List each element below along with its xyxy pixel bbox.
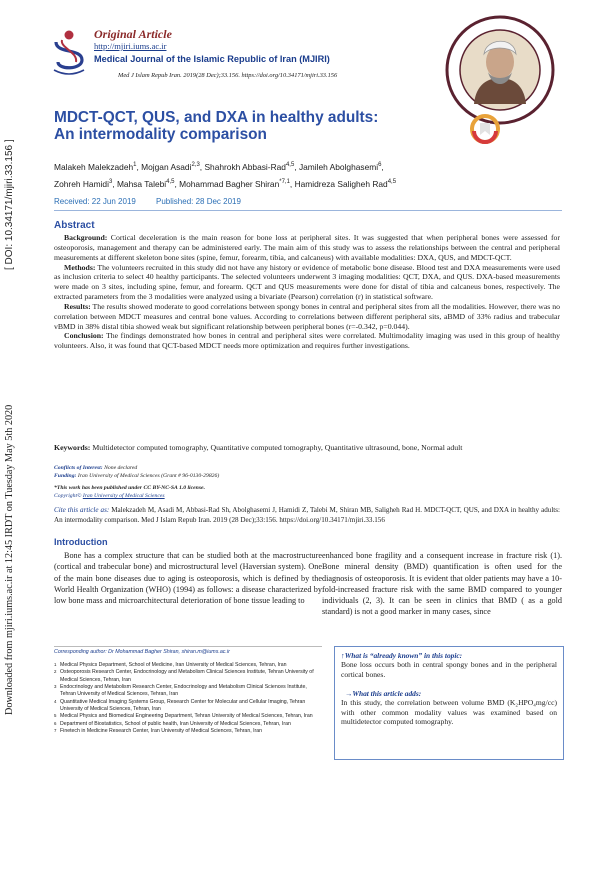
known-label: ↑What is “already known” in this topic:: [341, 651, 463, 660]
affiliation-item: 4 Quantitative Medical Imaging Systems Group, Research Center for Molecular and Cellular Imaging, Tehran University of Medical Sciences, Tehran, Iran: [54, 698, 306, 713]
adds-text: In this study, the correlation between volume BMD (K₂HPO₄mg/cc) with other common modality values was examined based on multidetector computed tomography.: [341, 698, 557, 727]
affiliation-list: [54, 662, 322, 735]
journal-emblem-seal: [444, 14, 556, 126]
abstract-body: [54, 233, 560, 351]
keywords-text: Multidetector computed tomography, Quantitative computed tomography, Quantitative ultrasound, bone, Normal adult: [92, 443, 463, 452]
article-type-label: Original Article: [94, 27, 172, 41]
keywords: [54, 443, 560, 452]
results-text: The results showed moderate to good correlations between spongy bones in central and peripheral sites from all the modalities. However, there was no correlation between MDCT measures and central bone values. According to correlations between different peripheral sits, aBMD of 33% radius and trabecular vBMD in 38% distal tibia showed weak but significant relationship between peripheral bones (r=-0.342, p=0.044).: [54, 301, 560, 331]
conclusion-text: The findings demonstrated how bones in central and peripheral sites were correlated. Multimodality imaging was used in this group of healthy volunteers. Also, it was found that QCT-based MDCT needs more optimization and requires further investigations.: [54, 331, 560, 351]
author-name: Hamidreza Saligheh Rad$^{4,5}$: [294, 178, 397, 189]
abstract-methods: [54, 263, 560, 302]
introduction-heading: Introduction: [54, 537, 108, 547]
author-name: Mojgan Asadi$^{2,3}$: [141, 161, 200, 172]
conflicts-label: Conflicts of Interest:: [54, 465, 103, 471]
funding-line: [54, 473, 219, 479]
header-citation: Med J Islam Repub Iran. 2019(28 Dec);33.156. https://doi.org/10.34171/mjiri.33.156: [118, 72, 338, 79]
key-points-box: [334, 646, 564, 760]
abstract-results: [54, 302, 560, 332]
cite-this-article: [54, 505, 560, 525]
introduction-left-column: Bone has a complex structure that can be studied both at the macrostructure (cortical and trabecular bone) and microstructural level (Haversian system). One of the main bone diseases due to aging is osteoporosis, which is defined by the World Health Organization (WHO) (1994) as follows: a disease characterized by low bone mass and microarchitectural deterioration of bone tissue leading to: [54, 551, 322, 606]
abstract-heading: Abstract: [54, 220, 95, 231]
known-text: Bone loss occurs both in central spongy bones and in the peripheral cortical bones.: [341, 660, 557, 679]
side-download-note: Downloaded from mjiri.iums.ac.ir at 12:45 IRDT on Tuesday May 5th 2020: [4, 404, 15, 715]
affiliation-item: 5 Medical Physics and Biomedical Engineering Department, Tehran University of Medical Sciences, Tehran, Iran: [54, 713, 313, 720]
funding-text: Iran University of Medical Sciences (Grant # 96-0130-29826): [77, 473, 220, 479]
affiliation-item: 1 Medical Physics Department, School of Medicine, Iran University of Medical Sciences, Tehran, Iran: [54, 662, 287, 668]
affiliation-item: 3 Endocrinology and Metabolism Research Center, Endocrinology and Metabolism Clinical Sciences Institute, Tehran University of Medical Sciences, Tehran, Iran: [54, 684, 307, 698]
footnote-divider: [54, 646, 322, 647]
emblem-portrait-icon: [444, 14, 556, 126]
logo-icon: [48, 26, 90, 78]
corresponding-author: Corresponding author: Dr Mohammad Bagher Shiran, shiran.m@iums.ac.ir: [54, 649, 230, 655]
copyright-label: Copyright©: [54, 493, 82, 499]
cite-label: Cite this article as:: [54, 506, 110, 514]
keywords-label: Keywords:: [54, 443, 91, 452]
copyright-link[interactable]: Iran University of Medical Sciences: [82, 493, 165, 499]
title-line-2: An intermodality comparison: [54, 126, 267, 143]
results-label: Results:: [64, 301, 91, 311]
university-logo: [48, 26, 90, 78]
funding-label: Funding:: [54, 473, 77, 479]
methods-label: Methods:: [64, 262, 96, 272]
abstract-background: [54, 233, 560, 263]
introduction-right-column: enhanced bone fragility and a consequent increase in fracture risk (1). Bone mineral density (BMD) quantification is often used for the diagnosis of osteoporosis. It is evident that older patients may have a 10-fold-increased fracture risk with the same BMD compared to younger individuals (2, 3). It can be seen in clinics that BMD ( as a gold standard) is not a good marker in many cases, since: [322, 551, 562, 617]
crossmark-badge[interactable]: [470, 114, 500, 148]
author-name: Jamileh Abolghasemi$^6$: [298, 161, 382, 172]
author-list: Malakeh Malekzadeh$^1$, Mojgan Asadi$^{2,3}$, Shahrokh Abbasi-Rad$^{4,5}$, Jamileh Abolghasemi$^6$, Zohreh Hamidi$^3$, Mahsa Talebi$^{4,5}$, Mohammad Bagher Shiran$^{*7,1}$, Hamidreza Saligheh Rad$^{4,5}$: [54, 161, 397, 189]
author-name: Zohreh Hamidi$^3$: [54, 178, 113, 189]
author-name: Shahrokh Abbasi-Rad$^{4,5}$: [204, 161, 295, 172]
background-label: Background:: [64, 233, 108, 242]
copyright-line: [54, 493, 165, 499]
received-date: Received: 22 Jun 2019: [54, 197, 136, 206]
conclusion-label: Conclusion:: [64, 331, 104, 341]
conflicts-text: None declared: [104, 465, 138, 471]
side-doi: [ DOI: 10.34171/mjiri.33.156 ]: [4, 139, 15, 270]
author-name: Malakeh Malekzadeh$^1$: [54, 161, 137, 172]
published-date: Published: 28 Dec 2019: [156, 197, 241, 206]
background-text: Cortical deceleration is the main reason for bone loss at peripheral sites. It was suggested that when peripheral bones were assessed for osteoporosis, management and therapy can be administered early. The main aim of this study was to assess the relationships between the central and peripheral measurements at different skeleton bone sites (spine, femur, forearm, tibia, and calcaneus) with available modalities: DXA, QUS, and MDCT-QCT.: [54, 233, 561, 262]
abstract-conclusion: [54, 331, 560, 351]
affiliation-item: 6 Department of Biostatistics, School of public health, Iran University of Medical Sciences, Tehran, Iran: [54, 720, 291, 727]
affiliation-item: 2 Osteoporosis Research Center, Endocrinology and Metabolism Clinical Sciences Institute, Tehran University of Medical Sciences, Tehran, Iran: [54, 669, 314, 683]
title-line-1: MDCT-QCT, QUS, and DXA in healthy adults:: [54, 109, 379, 126]
author-name: Mahsa Talebi$^{4,5}$: [116, 178, 175, 189]
cite-text: Malekzadeh M, Asadi M, Abbasi-Rad Sh, Abolghasemi J, Hamidi Z, Talebi M, Shiran MB, Saligheh Rad H. MDCT-QCT, QUS, and DXA in healthy adults: An intermodality comparison. Med J Islam Repub Iran. 2019 (28 Dec);33:156. https://doi.org/10.34171/mjiri.33.156: [54, 506, 560, 524]
author-name: Mohammad Bagher Shiran$^{*7,1}$: [179, 178, 290, 189]
divider: [54, 210, 562, 211]
adds-label: →What this article adds:: [345, 689, 422, 699]
methods-text: The volunteers recruited in this study did not have any history or evidence of metabolic bone disease. Blood test and DXA measurements were used as inclusion criteria to select 40 healthy participants. The selected volunteers underwent 3 imaging modalities: QCT, DXA, and QUS. DXA-based measurements were made on 3 sites, including spine, femur, and forearm. QCT and QUS measurements were done for distal of tibia and calcaneus bones, respectively. The extracted parameters from the 3 modalities were analyzed using a bivariate (Pearson) correlation (r) in statistical software.: [54, 262, 560, 302]
crossmark-icon: [470, 114, 500, 148]
affiliation-item: 7 Finetech in Medicine Research Center, Iran University of Medical Sciences, Tehran, Iran: [54, 728, 263, 735]
journal-name: Medical Journal of the Islamic Republic of Iran (MJIRI): [94, 54, 330, 64]
license-line: *This work has been published under CC BY-NC-SA 1.0 license.: [54, 485, 206, 491]
conflicts-line: [54, 465, 137, 471]
journal-url-link[interactable]: http://mjiri.iums.ac.ir: [94, 41, 167, 51]
article-title: [54, 109, 414, 143]
